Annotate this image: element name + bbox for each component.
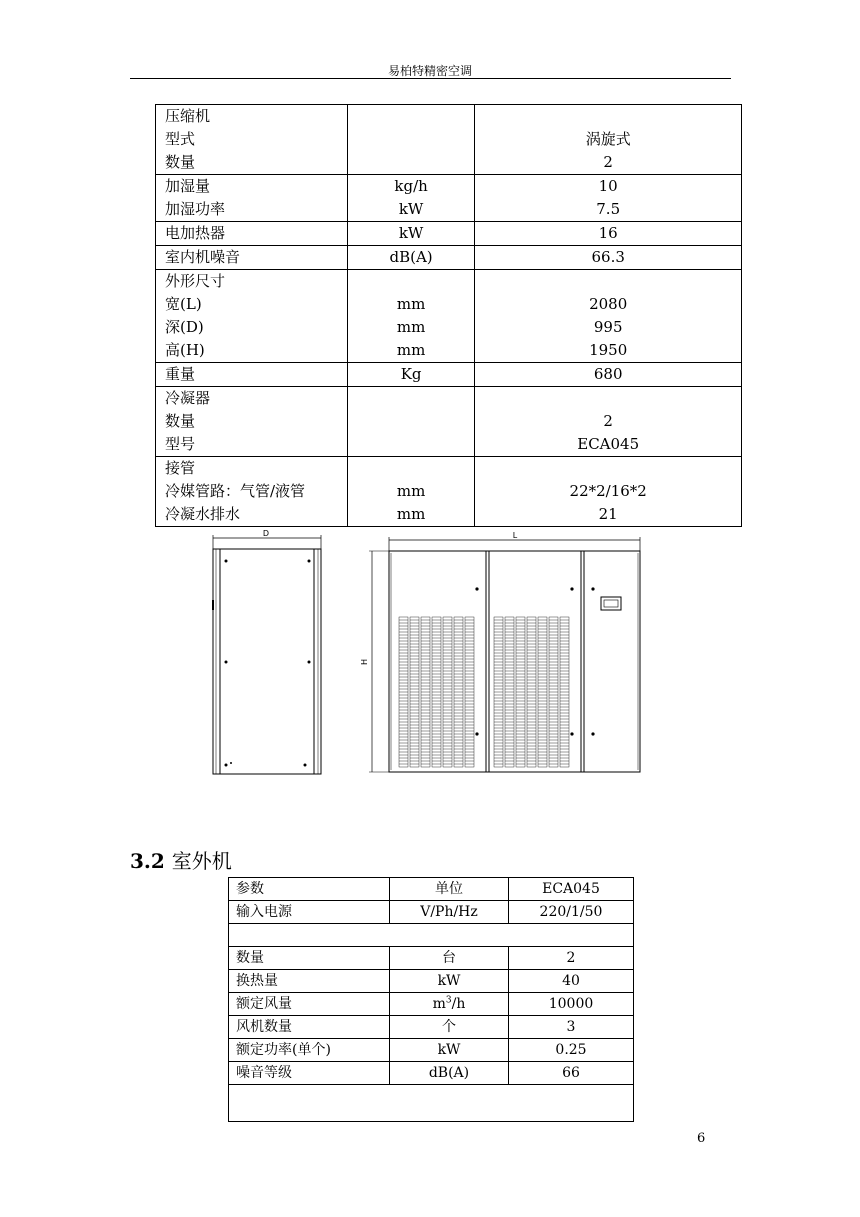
row-label: 型号 <box>165 435 196 453</box>
label-cell <box>156 387 348 457</box>
unit-cell <box>347 270 475 363</box>
value-cell <box>475 175 742 222</box>
row-value: ECA045 <box>577 435 640 453</box>
label-cell <box>156 270 348 363</box>
unit-cell <box>347 175 475 222</box>
table-row <box>156 270 742 363</box>
row-unit: Kg <box>400 365 422 383</box>
row-unit: mm <box>396 318 426 336</box>
row-unit: kW <box>398 200 424 218</box>
table-row-empty <box>229 1085 634 1122</box>
row-unit <box>348 151 475 174</box>
value-cell <box>475 105 742 175</box>
row-label: 室内机噪音 <box>165 248 241 266</box>
row-label: 冷媒管路：气管/液管 <box>165 482 306 500</box>
value-cell <box>475 363 742 387</box>
table-row <box>156 105 742 175</box>
row-label: 加湿功率 <box>165 200 226 218</box>
row-label: 加湿量 <box>165 177 211 195</box>
header-cell: 单位 <box>390 878 509 901</box>
table-row <box>229 1062 634 1085</box>
section-number: 3.2 <box>130 849 165 873</box>
unit-cell <box>347 222 475 246</box>
unit-cell: 个 <box>390 1016 509 1039</box>
running-header: 易柏特精密空调 <box>387 64 472 78</box>
row-label: 冷凝水排水 <box>165 505 241 523</box>
header-rule <box>130 78 731 79</box>
row-label: 冷凝器 <box>165 389 211 407</box>
row-label: 宽(L) <box>165 295 202 313</box>
row-value: 10 <box>598 177 618 195</box>
value-cell: 220/1/50 <box>509 901 634 924</box>
table-row-empty <box>229 924 634 947</box>
table-row <box>229 947 634 970</box>
row-value <box>475 105 741 128</box>
unit-cell <box>347 246 475 270</box>
label-cell <box>156 457 348 527</box>
row-unit <box>348 128 475 151</box>
front-view-bolts <box>475 587 594 735</box>
front-view <box>369 537 640 772</box>
row-label: 高(H) <box>165 341 205 359</box>
row-label: 电加热器 <box>165 224 226 242</box>
row-unit <box>348 410 475 433</box>
value-cell: 10000 <box>509 993 634 1016</box>
value-cell <box>475 222 742 246</box>
row-unit <box>348 433 475 456</box>
row-unit: mm <box>396 295 426 313</box>
row-unit: mm <box>396 482 426 500</box>
row-label: 压缩机 <box>165 107 211 125</box>
row-unit <box>348 105 475 128</box>
param-cell: 风机数量 <box>229 1016 390 1039</box>
param-cell: 额定风量 <box>229 993 390 1016</box>
row-unit <box>348 387 475 410</box>
side-view-bolts <box>225 560 311 767</box>
label-cell <box>156 222 348 246</box>
value-cell <box>475 246 742 270</box>
row-unit: dB(A) <box>389 248 433 266</box>
table-row <box>229 1039 634 1062</box>
value-cell: 3 <box>509 1016 634 1039</box>
unit-cell <box>347 105 475 175</box>
row-unit <box>348 457 475 480</box>
table-row <box>156 457 742 527</box>
value-cell <box>475 270 742 363</box>
value-cell: 0.25 <box>509 1039 634 1062</box>
section-title: 室外机 <box>171 849 232 873</box>
empty-cell <box>229 924 634 947</box>
label-cell <box>156 105 348 175</box>
value-cell: 2 <box>509 947 634 970</box>
unit-cell: kW <box>390 970 509 993</box>
table-row <box>229 901 634 924</box>
value-cell <box>475 387 742 457</box>
row-label: 重量 <box>165 365 196 383</box>
row-value: 995 <box>593 318 623 336</box>
table-row <box>156 363 742 387</box>
header-cell: ECA045 <box>509 878 634 901</box>
row-value: 2 <box>603 412 613 430</box>
row-label: 型式 <box>165 130 196 148</box>
row-value: 22*2/16*2 <box>569 482 647 500</box>
row-unit <box>348 270 475 293</box>
front-view-grilles <box>399 617 569 767</box>
label-cell <box>156 246 348 270</box>
value-cell: 40 <box>509 970 634 993</box>
outdoor-spec-table <box>228 877 634 1122</box>
label-cell <box>156 363 348 387</box>
empty-cell <box>229 1085 634 1122</box>
param-cell: 噪音等级 <box>229 1062 390 1085</box>
row-value: 680 <box>593 365 623 383</box>
dimension-label-l: L <box>512 531 518 540</box>
dimension-label-d: D <box>262 529 270 538</box>
row-value: 7.5 <box>596 200 621 218</box>
row-label: 数量 <box>165 412 196 430</box>
label-cell <box>156 175 348 222</box>
row-value: 涡旋式 <box>585 130 631 148</box>
row-value: 66.3 <box>591 248 625 266</box>
page-number: 6 <box>697 1131 706 1146</box>
section-heading <box>130 845 232 874</box>
table-row <box>229 878 634 901</box>
row-label: 接管 <box>165 459 196 477</box>
row-label: 深(D) <box>165 318 204 336</box>
table-row <box>156 175 742 222</box>
param-cell: 额定功率(单个) <box>229 1039 390 1062</box>
unit-cell <box>347 387 475 457</box>
unit-cell <box>390 993 509 1016</box>
table-row <box>156 246 742 270</box>
row-unit: kW <box>398 224 424 242</box>
row-value: 21 <box>598 505 618 523</box>
unit-cell <box>347 457 475 527</box>
row-value: 1950 <box>589 341 628 359</box>
row-label: 外形尺寸 <box>165 272 226 290</box>
row-value <box>475 457 741 480</box>
table-row <box>229 993 634 1016</box>
unit-base: m <box>432 996 446 1012</box>
header-cell: 参数 <box>229 878 390 901</box>
value-cell <box>475 457 742 527</box>
unit-cell <box>347 363 475 387</box>
row-value <box>475 387 741 410</box>
row-value: 16 <box>598 224 618 242</box>
param-cell: 换热量 <box>229 970 390 993</box>
row-value: 2080 <box>589 295 628 313</box>
indoor-unit-drawing <box>195 527 655 782</box>
row-unit: mm <box>396 505 426 523</box>
unit-cell: dB(A) <box>390 1062 509 1085</box>
dimension-label-h: H <box>360 658 369 666</box>
row-value: 2 <box>603 153 613 171</box>
unit-tail: /h <box>451 996 466 1012</box>
table-row <box>229 1016 634 1039</box>
row-label: 数量 <box>165 153 196 171</box>
unit-cell: 台 <box>390 947 509 970</box>
param-cell: 数量 <box>229 947 390 970</box>
unit-cell: kW <box>390 1039 509 1062</box>
table-row <box>156 387 742 457</box>
row-unit: kg/h <box>394 177 428 195</box>
value-cell: 66 <box>509 1062 634 1085</box>
unit-superscript: 3 <box>445 995 452 1006</box>
unit-cell: V/Ph/Hz <box>390 901 509 924</box>
side-view <box>213 535 321 774</box>
row-unit: mm <box>396 341 426 359</box>
table-row <box>156 222 742 246</box>
row-value <box>475 270 741 293</box>
table-row <box>229 970 634 993</box>
indoor-spec-table <box>155 104 742 527</box>
param-cell: 输入电源 <box>229 901 390 924</box>
